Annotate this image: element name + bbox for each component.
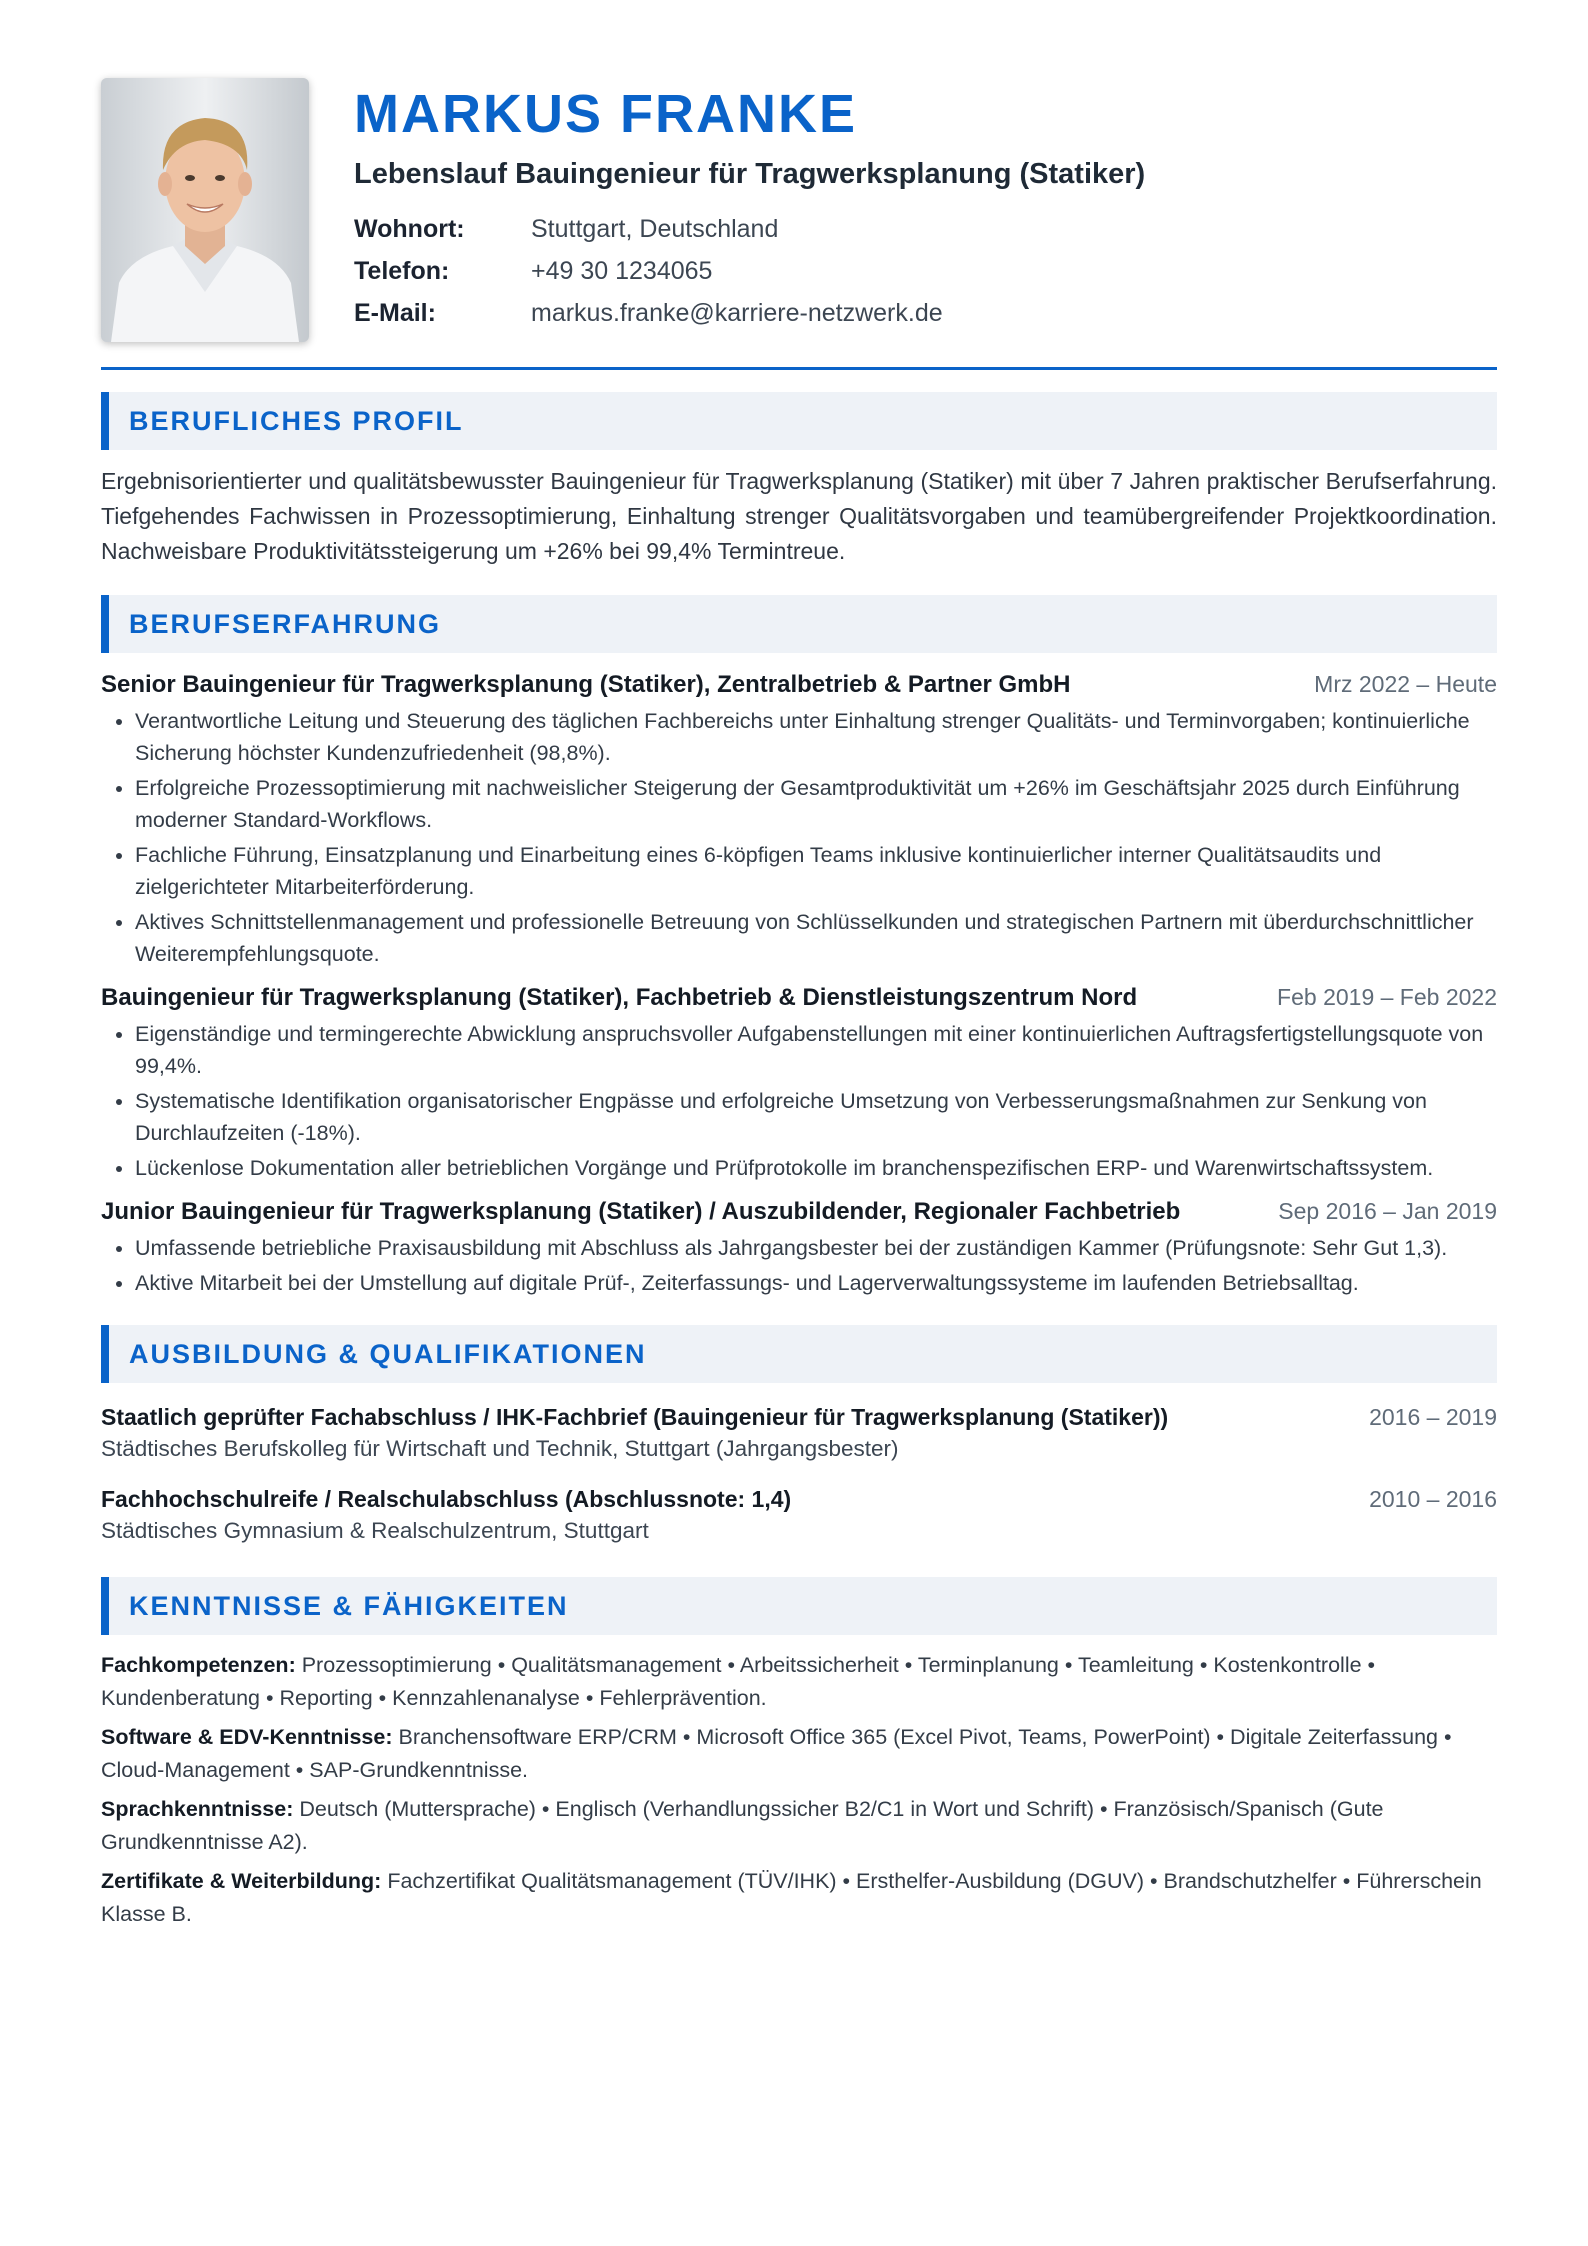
experience-section bbox=[101, 595, 1497, 1299]
job-entry bbox=[101, 669, 1497, 970]
job-header bbox=[101, 1196, 1497, 1228]
job-entry bbox=[101, 982, 1497, 1184]
resume-subtitle: Lebenslauf Bauingenieur für Tragwerksplanung (Statiker) bbox=[354, 158, 1146, 190]
skills-list bbox=[101, 1649, 1497, 1931]
education-header bbox=[101, 1483, 1497, 1515]
contact-value: +49 30 1234065 bbox=[531, 257, 713, 285]
job-bullet: • Fachliche Führung, Einsatzplanung und Einarbeitung eines 6-köpfigen Teams inklusive kontinuierlicher interner Qualitätsaudits und zielgerichteter Mitarbeiterförderung. bbox=[135, 839, 1497, 903]
job-bullet: • Systematische Identifikation organisatorischer Engpässe und erfolgreiche Umsetzung von Verbesserungsmaßnahmen zur Senkung von Durchlaufzeiten (-18%). bbox=[135, 1085, 1497, 1149]
job-date: Mrz 2022 – Heute bbox=[1314, 671, 1497, 697]
skill-group bbox=[101, 1721, 1497, 1787]
education-institution: Städtisches Gymnasium & Realschulzentrum, Stuttgart bbox=[101, 1518, 649, 1543]
job-header bbox=[101, 982, 1497, 1014]
contact-label: Telefon: bbox=[354, 257, 450, 285]
skill-label: Software & EDV-Kenntnisse: bbox=[101, 1725, 393, 1749]
education-section bbox=[101, 1325, 1497, 1547]
education-date: 2010 – 2016 bbox=[1369, 1486, 1497, 1512]
education-entry bbox=[101, 1483, 1497, 1547]
skill-group bbox=[101, 1865, 1497, 1931]
skill-label: Sprachkenntnisse: bbox=[101, 1797, 294, 1821]
header-text bbox=[354, 78, 1497, 334]
section-title-skills: KENNTNISSE & FÄHIGKEITEN bbox=[101, 1577, 1497, 1635]
contact-row-email bbox=[354, 292, 1497, 334]
job-title: Bauingenieur für Tragwerksplanung (Statiker), Fachbetrieb & Dienstleistungszentrum Nord bbox=[101, 984, 1138, 1011]
job-bullet: • Eigenständige und termingerechte Abwicklung anspruchsvoller Aufgabenstellungen mit einer kontinuierlichen Auftragsfertigstellungsquote von 99,4%. bbox=[135, 1018, 1497, 1082]
resume-page bbox=[101, 78, 1497, 1931]
job-bullet: • Lückenlose Dokumentation aller betrieblichen Vorgänge und Prüfprotokolle im branchenspezifischen ERP- und Warenwirtschaftssystem. bbox=[135, 1152, 1497, 1184]
job-title: Senior Bauingenieur für Tragwerksplanung (Statiker), Zentralbetrieb & Partner GmbH bbox=[101, 671, 1071, 698]
skill-text: Prozessoptimierung • Qualitätsmanagement • Arbeitssicherheit • Terminplanung • Teamleitung • Kostenkontrolle • Kundenberatung • Reporting • Kennzahlenanalyse • Fehlerprävention. bbox=[101, 1653, 1376, 1710]
contact-value: Stuttgart, Deutschland bbox=[531, 215, 779, 243]
profile-text: Ergebnisorientierter und qualitätsbewusster Bauingenieur für Tragwerksplanung (Statiker) mit über 7 Jahren praktischer Berufserfahrung. Tiefgehendes Fachwissen in Prozessoptimierung, Einhaltung strenger Qualitätsvorgaben und teamübergreifender Projektkoordination. Nachweisbare Produktivitätssteigerung um +26% bei 99,4% Termintreue. bbox=[101, 468, 1497, 564]
education-title: Fachhochschulreife / Realschulabschluss (Abschlussnote: 1,4) bbox=[101, 1486, 792, 1512]
job-bullets bbox=[101, 1018, 1497, 1184]
contact-label: E-Mail: bbox=[354, 299, 436, 327]
skill-group bbox=[101, 1649, 1497, 1715]
job-date: Feb 2019 – Feb 2022 bbox=[1277, 984, 1497, 1010]
profile-photo bbox=[101, 78, 309, 342]
job-bullets bbox=[101, 705, 1497, 970]
profile-section bbox=[101, 392, 1497, 569]
job-entry bbox=[101, 1196, 1497, 1299]
education-title: Staatlich geprüfter Fachabschluss / IHK-Fachbrief (Bauingenieur für Tragwerksplanung (Statiker)) bbox=[101, 1404, 1169, 1430]
contact-value: markus.franke@karriere-netzwerk.de bbox=[531, 299, 943, 327]
education-entry bbox=[101, 1401, 1497, 1465]
education-institution: Städtisches Berufskolleg für Wirtschaft und Technik, Stuttgart (Jahrgangsbester) bbox=[101, 1436, 899, 1461]
skill-label: Fachkompetenzen: bbox=[101, 1653, 296, 1677]
section-title-experience: BERUFSERFAHRUNG bbox=[101, 595, 1497, 653]
job-bullet: • Umfassende betriebliche Praxisausbildung mit Abschluss als Jahrgangsbester bei der zuständigen Kammer (Prüfungsnote: Sehr Gut 1,3). bbox=[135, 1232, 1497, 1264]
job-date: Sep 2016 – Jan 2019 bbox=[1278, 1198, 1497, 1224]
contact-row-telefon bbox=[354, 250, 1497, 292]
section-title-education: AUSBILDUNG & QUALIFIKATIONEN bbox=[101, 1325, 1497, 1383]
skill-group bbox=[101, 1793, 1497, 1859]
resume-header bbox=[101, 78, 1497, 342]
candidate-name: MARKUS FRANKE bbox=[354, 84, 857, 144]
job-bullet: • Verantwortliche Leitung und Steuerung des täglichen Fachbereichs unter Einhaltung strenger Qualitäts- und Terminvorgaben; kontinuierliche Sicherung höchster Kundenzufriedenheit (98,8%). bbox=[135, 705, 1497, 769]
job-bullet: • Aktive Mitarbeit bei der Umstellung auf digitale Prüf-, Zeiterfassungs- und Lagerverwaltungssysteme im laufenden Betriebsalltag. bbox=[135, 1267, 1497, 1299]
job-bullet: • Erfolgreiche Prozessoptimierung mit nachweislicher Steigerung der Gesamtproduktivität um +26% im Geschäftsjahr 2025 durch Einführung moderner Standard-Workflows. bbox=[135, 772, 1497, 836]
skill-text: Branchensoftware ERP/CRM • Microsoft Office 365 (Excel Pivot, Teams, PowerPoint) • Digitale Zeiterfassung • Cloud-Management • SAP-Grundkenntnisse. bbox=[101, 1725, 1452, 1782]
contact-row-wohnort bbox=[354, 208, 1497, 250]
skill-label: Zertifikate & Weiterbildung: bbox=[101, 1869, 382, 1893]
education-date: 2016 – 2019 bbox=[1369, 1404, 1497, 1430]
job-header bbox=[101, 669, 1497, 701]
section-title-profile: BERUFLICHES PROFIL bbox=[101, 392, 1497, 450]
contact-list bbox=[354, 208, 1497, 334]
education-header bbox=[101, 1401, 1497, 1433]
job-title: Junior Bauingenieur für Tragwerksplanung (Statiker) / Auszubildender, Regionaler Fachbetrieb bbox=[101, 1198, 1181, 1225]
skills-section bbox=[101, 1577, 1497, 1931]
job-bullet: • Aktives Schnittstellenmanagement und professionelle Betreuung von Schlüsselkunden und strategischen Partnern mit überdurchschnittlicher Weiterempfehlungsquote. bbox=[135, 906, 1497, 970]
profile-photo-illustration bbox=[101, 78, 309, 342]
skill-text: Fachzertifikat Qualitätsmanagement (TÜV/IHK) • Ersthelfer-Ausbildung (DGUV) • Brandschutzhelfer • Führerschein Klasse B. bbox=[101, 1869, 1482, 1926]
skill-text: Deutsch (Muttersprache) • Englisch (Verhandlungssicher B2/C1 in Wort und Schrift) • Französisch/Spanisch (Gute Grundkenntnisse A2). bbox=[101, 1797, 1384, 1854]
job-bullets bbox=[101, 1232, 1497, 1299]
contact-label: Wohnort: bbox=[354, 215, 465, 243]
header-divider bbox=[101, 367, 1497, 370]
